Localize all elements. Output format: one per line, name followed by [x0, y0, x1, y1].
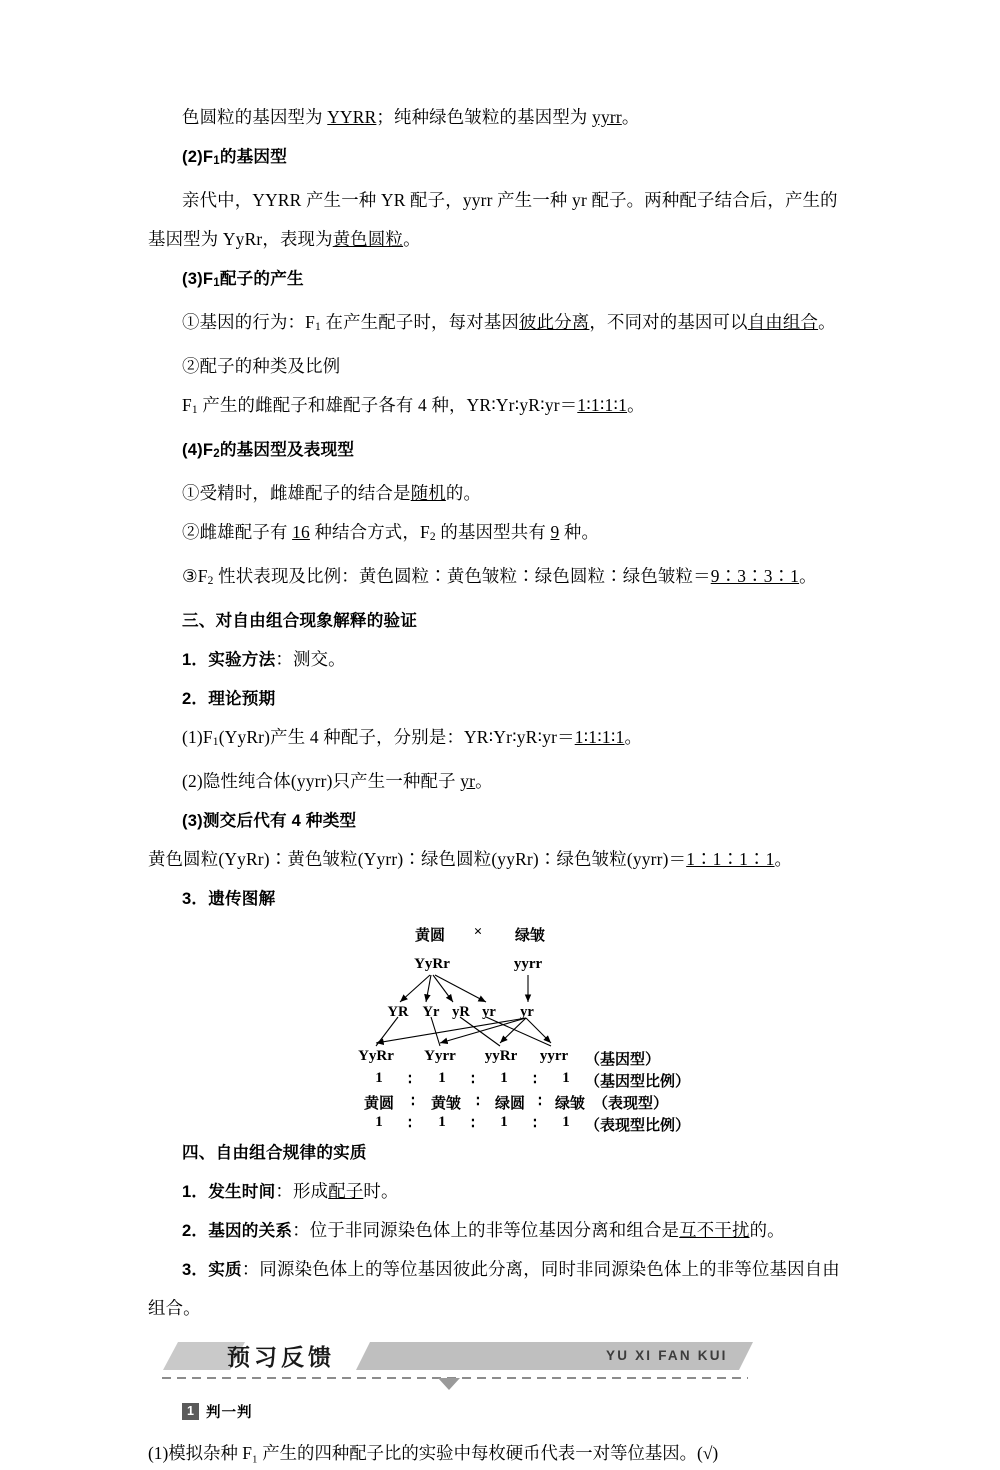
text-line: 1．发生时间：形成配子时。 [182, 1181, 399, 1201]
text-line: 2．基因的关系：位于非同源染色体上的非等位基因分离和组合是互不干扰的。 [182, 1220, 785, 1240]
underlined-answer: 黄色圆粒 [332, 229, 404, 249]
gamete-male-1: yr [520, 1004, 534, 1020]
text-line: $(2)F_1$的基因型 [182, 147, 288, 167]
underlined-answer: 16 [292, 522, 310, 542]
phenotype-1: 黄圆 [363, 1096, 395, 1112]
ratio-sep-pr3: ∶ [533, 1116, 537, 1132]
genotype-ratio-3: 1 [500, 1070, 508, 1086]
underlined-answer: 1∶1∶1∶1 [574, 727, 625, 747]
genotype-ratio-1: 1 [375, 1070, 383, 1086]
text-line: ①受精时，雌雄配子的结合是随机的。 [182, 483, 482, 503]
text-line: $③F_2$ 性状表现及比例：黄色圆粒∶黄色皱粒∶绿色圆粒∶绿色皱粒＝9∶3∶3∶1。 [182, 566, 817, 587]
text-line: 三、对自由组合现象解释的验证 [182, 611, 418, 630]
offspring-genotype-2: Yyrr [424, 1048, 456, 1064]
phenotype-ratio-2: 1 [438, 1114, 446, 1130]
text-line: ①基因的行为：$F_1$ 在产生配子时，每对基因彼此分离，不同对的基因可以自由组合。 [182, 312, 836, 333]
text-line: $(1)F_1(YyRr)$产生 4 种配子，分别是：YR∶Yr∶yR∶yr＝1∶1∶1∶1。 [182, 727, 643, 748]
row-label-genotype: （基因型） [585, 1052, 661, 1068]
gamete-female-1: YR [387, 1004, 409, 1020]
ratio-sep-g2: ∶ [471, 1072, 475, 1088]
text-line: $(4)F_2$的基因型及表现型 [182, 440, 355, 460]
underlined-answer: yr [460, 771, 476, 791]
ratio-sep-pr1: ∶ [408, 1116, 412, 1132]
underlined-answer: 彼此分离 [519, 312, 590, 332]
ratio-sep-g3: ∶ [533, 1072, 537, 1088]
banner-pinyin: YU XI FAN KUI [606, 1348, 728, 1363]
phenotype-2: 黄皱 [430, 1096, 462, 1112]
text-line: 黄色圆粒(YyRr)∶黄色皱粒(Yyrr)∶绿色圆粒(yyRr)∶绿色皱粒(yyrr)＝1∶1∶1∶1。 [148, 849, 793, 869]
text-line: (3)测交后代有 4 种类型 [182, 811, 357, 830]
parent-female-phenotype: 黄圆 [414, 928, 446, 944]
phenotype-ratio-1: 1 [375, 1114, 383, 1130]
text-line: 3．遗传图解 [182, 889, 276, 908]
ratio-sep-pr2: ∶ [471, 1116, 475, 1132]
text-line: $(3)F_1$配子的产生 [182, 269, 304, 289]
text-line: 3．实质：同源染色体上的等位基因彼此分离，同时非同源染色体上的非等位基因自由 [182, 1259, 840, 1279]
ratio-sep-p2: ∶ [476, 1094, 480, 1110]
text-line: ②配子的种类及比例 [182, 356, 341, 376]
feedback-question-1: (1)模拟杂种 F₁ 产生的四种配子比的实验中每枚硬币代表一对等位基因。(√) [148, 1443, 719, 1463]
banner-title: 预习反馈 [227, 1344, 335, 1370]
underlined-answer: 配子 [328, 1181, 364, 1201]
chevron-down-icon [438, 1378, 460, 1390]
row-label-phenotype: （表现型） [593, 1096, 669, 1112]
phenotype-3: 绿圆 [494, 1096, 526, 1112]
underlined-answer: 1∶1∶1∶1 [577, 395, 628, 415]
ratio-sep-p1: ∶ [411, 1094, 415, 1110]
body-text-bottom [148, 1133, 860, 1328]
section-banner-preview-feedback [148, 1334, 860, 1390]
gamete-female-4: yr [482, 1004, 496, 1020]
feedback-badge-row [148, 1400, 860, 1422]
underlined-answer: 自由组合 [747, 312, 819, 332]
genetics-cross-diagram [148, 918, 860, 1133]
text-line: 亲代中，YYRR 产生一种 YR 配子，yyrr 产生一种 yr 配子。两种配子结合后，产生的 [182, 190, 838, 210]
phenotype-4: 绿皱 [554, 1096, 586, 1112]
text-line: (2)隐性纯合体(yyrr)只产生一种配子 yr。 [182, 771, 493, 791]
gamete-female-3: yR [452, 1004, 470, 1020]
underlined-answer: 9 [550, 522, 560, 542]
parent-male-genotype: yyrr [513, 956, 543, 972]
underlined-answer: 9∶3∶3∶1 [710, 566, 800, 586]
text-line: 色圆粒的基因型为 YYRR；纯种绿色皱粒的基因型为 yyrr。 [182, 107, 640, 127]
offspring-genotype-3: yyRr [484, 1048, 518, 1064]
row-label-genotype-ratio: （基因型比例） [585, 1074, 691, 1090]
text-line: 基因型为 YyRr，表现为黄色圆粒。 [148, 229, 421, 249]
ratio-sep-p3: ∶ [538, 1094, 542, 1110]
text-line: $F_1$ 产生的雌配子和雄配子各有 4 种，YR∶Yr∶yR∶yr＝1∶1∶1∶1。 [182, 395, 645, 416]
page-content [148, 98, 860, 1470]
text-line: 2．理论预期 [182, 689, 276, 708]
genotype-ratio-4: 1 [562, 1070, 570, 1086]
badge-number: 1 [182, 1403, 199, 1420]
offspring-genotype-4: yyrr [539, 1048, 569, 1064]
phenotype-ratio-4: 1 [562, 1114, 570, 1130]
gamete-female-2: Yr [422, 1004, 440, 1020]
text-line: 四、自由组合规律的实质 [182, 1143, 367, 1162]
underlined-answer: 互不干扰 [679, 1220, 750, 1240]
underlined-answer: YYRR [327, 107, 377, 127]
cross-symbol: × [473, 924, 483, 940]
row-label-phenotype-ratio: （表现型比例） [585, 1118, 691, 1134]
body-text-top [148, 98, 860, 918]
phenotype-ratio-3: 1 [500, 1114, 508, 1130]
parent-male-phenotype: 绿皱 [514, 928, 546, 944]
underlined-answer: yyrr [592, 107, 622, 127]
underlined-answer: 随机 [410, 483, 446, 503]
text-line: 1．实验方法：测交。 [182, 649, 346, 669]
underlined-answer: 1∶1∶1∶1 [686, 849, 775, 869]
ratio-sep-g1: ∶ [408, 1072, 412, 1088]
parent-female-genotype: YyRr [414, 956, 450, 972]
genotype-ratio-2: 1 [438, 1070, 446, 1086]
text-line: ②雌雄配子有 16 种结合方式，$F_2$ 的基因型共有 9 种。 [182, 522, 600, 543]
text-line: 组合。 [148, 1298, 201, 1318]
offspring-genotype-1: YyRr [358, 1048, 394, 1064]
badge-label: 判一判 [206, 1404, 253, 1421]
